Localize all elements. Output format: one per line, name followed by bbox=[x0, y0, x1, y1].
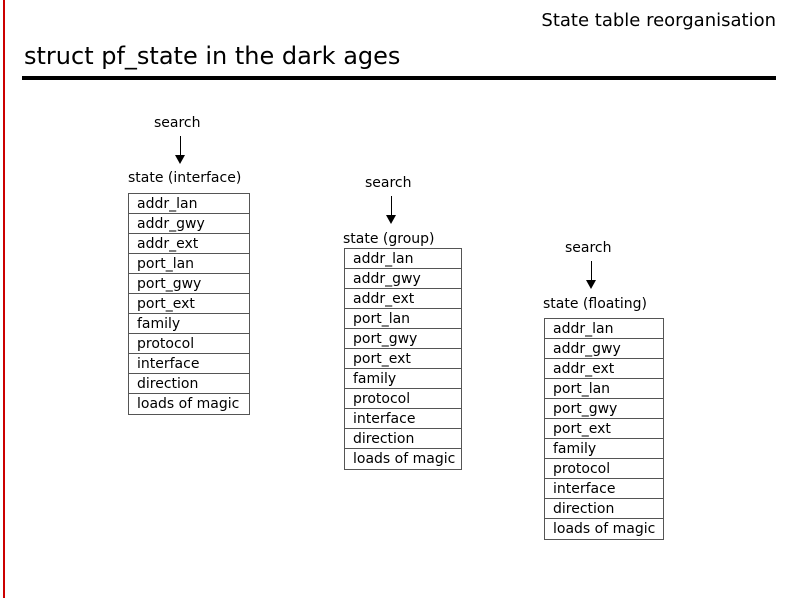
field-row: port_gwy bbox=[129, 274, 249, 294]
struct-label-floating: state (floating) bbox=[543, 296, 647, 312]
field-row: addr_lan bbox=[345, 249, 461, 269]
field-row: port_ext bbox=[345, 349, 461, 369]
field-row: direction bbox=[345, 429, 461, 449]
field-row: family bbox=[129, 314, 249, 334]
field-row: family bbox=[545, 439, 663, 459]
field-row: addr_lan bbox=[545, 319, 663, 339]
field-row: loads of magic bbox=[553, 521, 656, 537]
field-list-floating bbox=[544, 318, 664, 540]
struct-label-group: state (group) bbox=[343, 231, 435, 247]
field-row: addr_ext bbox=[345, 289, 461, 309]
left-edge-stripe bbox=[3, 0, 5, 598]
search-arrow-floating bbox=[586, 261, 597, 289]
field-row: direction bbox=[545, 499, 663, 519]
struct-label-interface: state (interface) bbox=[128, 170, 242, 186]
field-row: loads of magic bbox=[137, 396, 240, 412]
field-row: loads of magic bbox=[353, 451, 456, 467]
field-row: addr_ext bbox=[545, 359, 663, 379]
field-row: addr_gwy bbox=[545, 339, 663, 359]
field-row: protocol bbox=[345, 389, 461, 409]
field-row: addr_gwy bbox=[129, 214, 249, 234]
field-list-interface bbox=[128, 193, 250, 415]
search-label-interface: search bbox=[154, 115, 201, 131]
field-row: interface bbox=[345, 409, 461, 429]
presentation-section-label: State table reorganisation bbox=[541, 10, 776, 31]
search-arrow-group bbox=[386, 196, 397, 224]
field-row: addr_ext bbox=[129, 234, 249, 254]
field-row: addr_lan bbox=[129, 194, 249, 214]
page-title: struct pf_state in the dark ages bbox=[24, 42, 401, 70]
field-row: addr_gwy bbox=[345, 269, 461, 289]
field-row: interface bbox=[545, 479, 663, 499]
field-row: port_ext bbox=[545, 419, 663, 439]
search-arrow-interface bbox=[175, 136, 186, 164]
search-label-group: search bbox=[365, 175, 412, 191]
field-row: protocol bbox=[129, 334, 249, 354]
field-row: direction bbox=[129, 374, 249, 394]
field-row: protocol bbox=[545, 459, 663, 479]
field-row: port_lan bbox=[129, 254, 249, 274]
field-row: port_gwy bbox=[545, 399, 663, 419]
search-label-floating: search bbox=[565, 240, 612, 256]
field-row: family bbox=[345, 369, 461, 389]
field-row: port_lan bbox=[345, 309, 461, 329]
field-row: port_lan bbox=[545, 379, 663, 399]
field-row: port_ext bbox=[129, 294, 249, 314]
title-divider bbox=[22, 76, 776, 80]
field-list-group bbox=[344, 248, 462, 470]
field-row: interface bbox=[129, 354, 249, 374]
field-row: port_gwy bbox=[345, 329, 461, 349]
